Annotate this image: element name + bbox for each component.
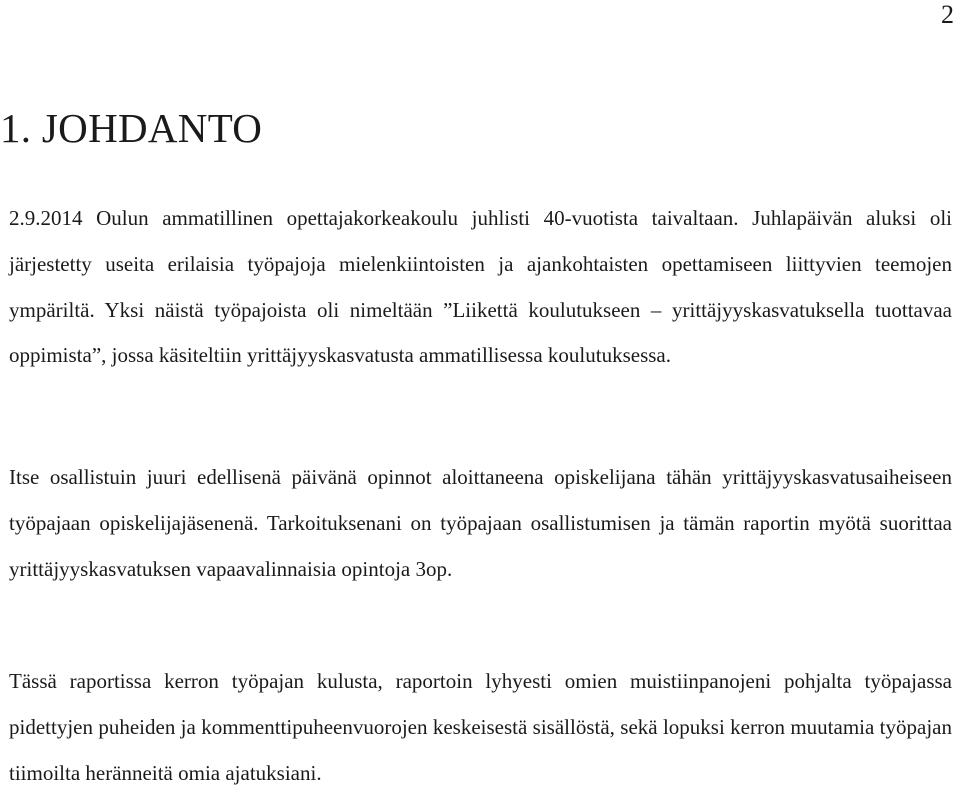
paragraph-intro: 2.9.2014 Oulun ammatillinen opettajakorkeakoulu juhlisti 40-vuotista taivaltaan. Juhlapäivän aluksi oli järjestetty useita erilaisia työpajoja mielenkiintoisten ja ajankohtaisten opettamiseen liittyvien teemojen ympäriltä. Yksi näistä työpajoista oli nimeltään ”Liikettä koulutukseen – yrittäjyyskasvatuksella tuottavaa oppimista”, jossa käsiteltiin yrittäjyyskasvatusta ammatillisessa koulutuksessa. xyxy=(9,206,952,368)
page-number: 2 xyxy=(941,0,954,29)
section-heading: 1. JOHDANTO xyxy=(0,105,263,151)
paragraph-report-contents: Tässä raportissa kerron työpajan kulusta, raportoin lyhyesti omien muistiinpanojeni pohjalta työpajassa pidettyjen puheiden ja kommenttipuheenvuorojen keskeisestä sisällöstä, sekä lopuksi kerron muutamia työpajan tiimoilta heränneitä omia ajatuksiani. xyxy=(9,669,952,785)
paragraph-participation: Itse osallistuin juuri edellisenä päivänä opinnot aloittaneena opiskelijana tähän yrittäjyyskasvatusaiheiseen työpajaan opiskelijajäsenenä. Tarkoituksenani on työpajaan osallistumisen ja tämän raportin myötä suorittaa yrittäjyyskasvatuksen vapaavalinnaisia opintoja 3op. xyxy=(9,465,952,581)
